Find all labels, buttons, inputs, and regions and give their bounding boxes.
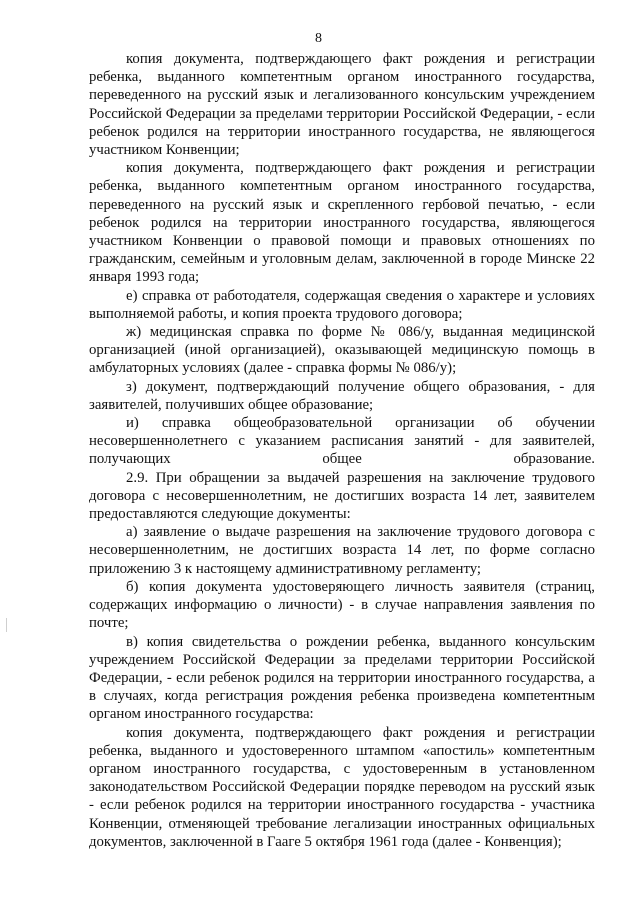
paragraph-1: копия документа, подтверждающего факт рождения и регистрации ребенка, выданного компетентным органом иностранного государства, переведенного на русский язык и легализованного консульским учреждением Российской Федерации за пределами территории Российской Федерации, - если ребенок родился на территории иностранного государства, не являющегося участником Конвенции; <box>89 51 595 159</box>
paragraph-10: в) копия свидетельства о рождении ребенка, выданного консульским учреждением Российской Федерации за пределами территории Российской Федерации, - если ребенок родился на территории иностранного государства, а в случаях, когда регистрация рождения ребенка произведена компетентным органом иностранного государства: <box>89 633 595 723</box>
paragraph-2: копия документа, подтверждающего факт рождения и регистрации ребенка, выданного компетентным органом иностранного государства, переведенного на русский язык и скрепленного гербовой печатью, - если ребенок родился на территории иностранного государства, являющегося участником Конвенции о правовой помощи и правовых отношениях по гражданским, семейным и уголовным делам, заключенной в городе Минске 22 января 1993 года; <box>89 160 595 286</box>
paragraph-3: е) справка от работодателя, содержащая сведения о характере и условиях выполняемой работы, и копия проекта трудового договора; <box>89 287 595 322</box>
paragraph-9: б) копия документа удостоверяющего личность заявителя (страниц, содержащих информацию о личности) - в случае направления заявления по почте; <box>89 578 595 632</box>
paragraph-5: з) документ, подтверждающий получение общего образования, - для заявителей, получивших общее образование; <box>89 378 595 413</box>
scan-margin-mark <box>6 618 7 632</box>
paragraph-4: ж) медицинская справка по форме № 086/у, выданная медицинской организацией (иной организацией), оказывающей медицинскую помощь в амбулаторных условиях (далее - справка формы № 086/у); <box>89 324 595 377</box>
paragraph-8: а) заявление о выдаче разрешения на заключение трудового договора с несовершеннолетним, не достигших возраста 14 лет, по форме согласно приложению 3 к настоящему административному регламенту; <box>89 524 595 577</box>
document-body <box>89 50 595 851</box>
page-number: 8 <box>315 31 322 46</box>
paragraph-6: и) справка общеобразовательной организации об обучении несовершеннолетнего с указанием расписания занятий - для заявителей, получающих общее образование. <box>89 415 595 468</box>
paragraph-11: копия документа, подтверждающего факт рождения и регистрации ребенка, выданного и удостоверенного штампом «апостиль» компетентным органом иностранного государства, с удостоверенным в установленном законодательством Российской Федерации порядке переводом на русский язык - если ребенок родился на территории иностранного государства - участника Конвенции, отменяющей требование легализации иностранных официальных документов, заключенной в Гааге 5 октября 1961 года (далее - Конвенция); <box>89 724 595 850</box>
paragraph-7: 2.9. При обращении за выдачей разрешения на заключение трудового договора с несовершеннолетним, не достигших возраста 14 лет, заявителем предоставляются следующие документы: <box>89 469 595 523</box>
